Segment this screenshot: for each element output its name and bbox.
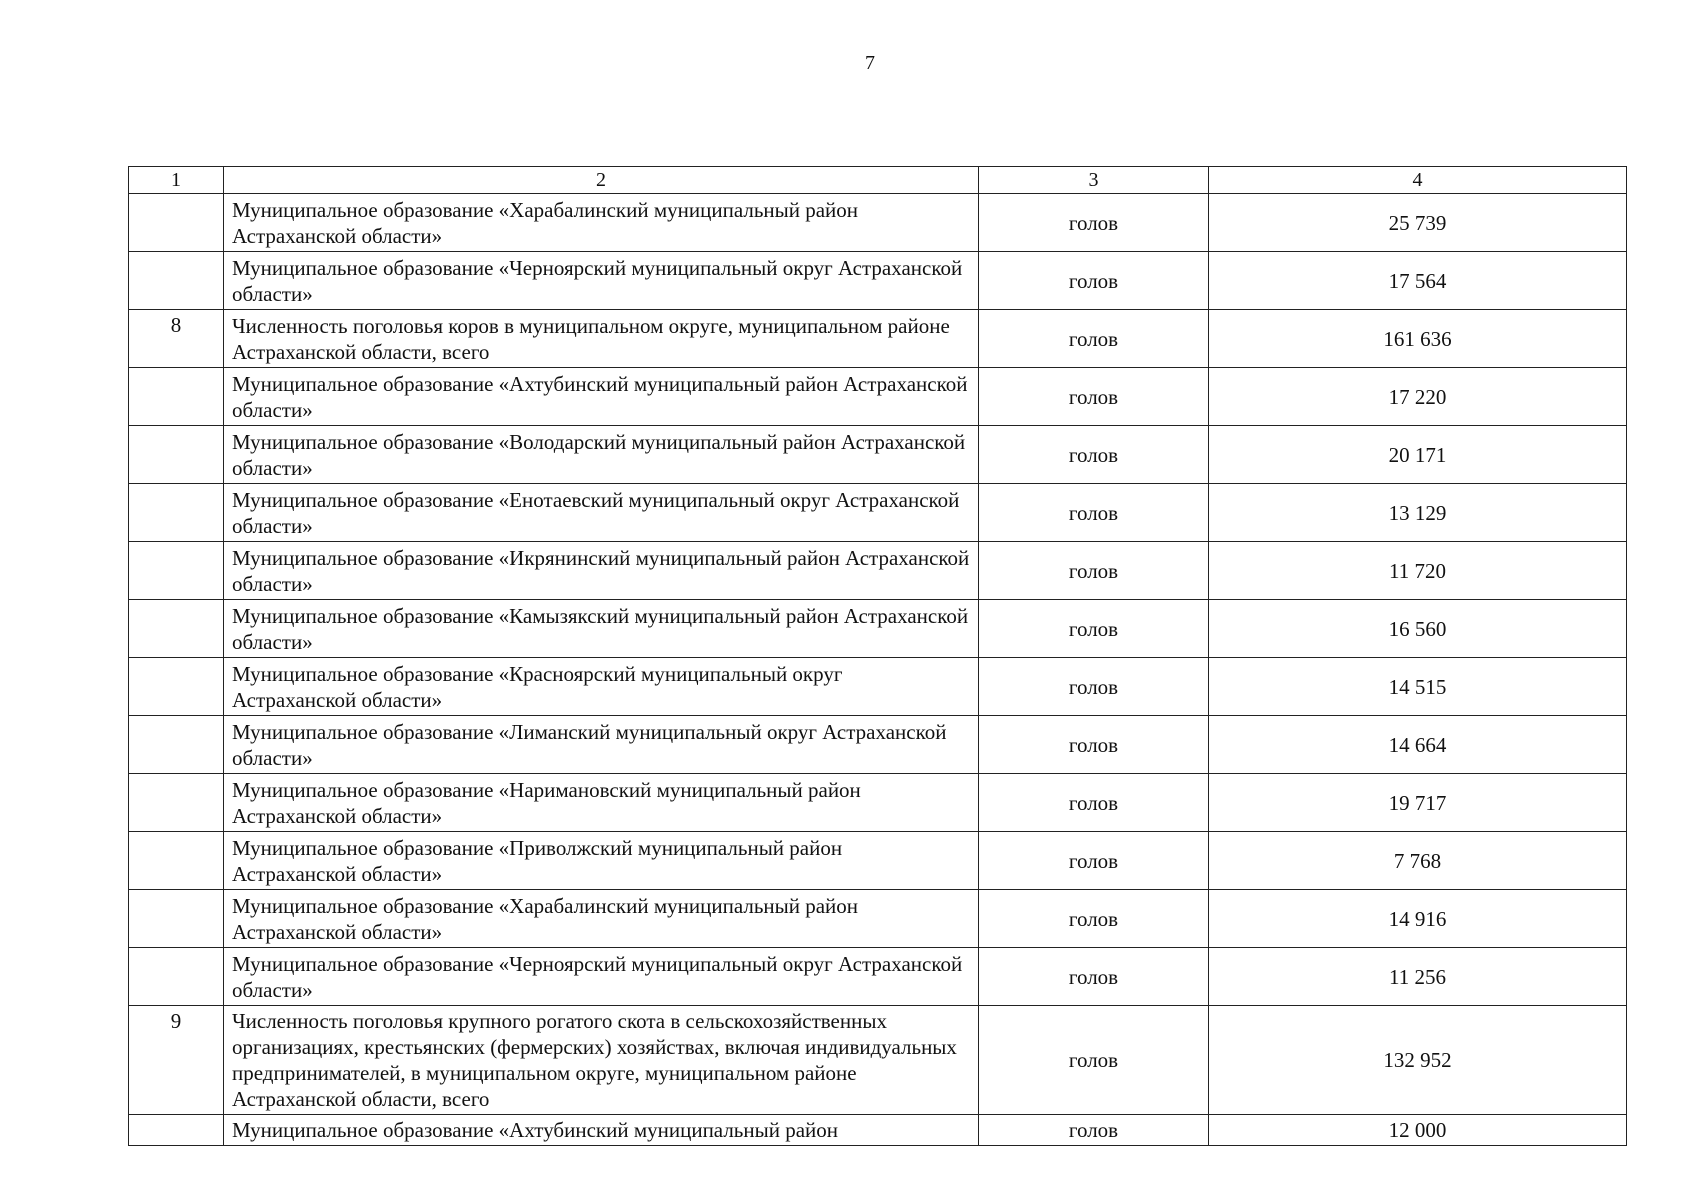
row-value: 161 636 [1209, 310, 1627, 368]
row-number [129, 1115, 224, 1146]
table-row [129, 484, 1627, 542]
row-number: 8 [129, 310, 224, 368]
table-row [129, 1006, 1627, 1115]
row-number [129, 600, 224, 658]
table-row [129, 774, 1627, 832]
column-header: 2 [224, 167, 979, 194]
row-value: 17 564 [1209, 252, 1627, 310]
table-row [129, 310, 1627, 368]
row-number [129, 368, 224, 426]
row-name: Муниципальное образование «Красноярский муниципальный округ Астраханской области» [224, 658, 979, 716]
row-unit: голов [979, 1006, 1209, 1115]
table-row [129, 252, 1627, 310]
table-row [129, 542, 1627, 600]
table-row [129, 426, 1627, 484]
table-row [129, 890, 1627, 948]
row-name: Муниципальное образование «Камызякский муниципальный район Астраханской области» [224, 600, 979, 658]
row-unit: голов [979, 426, 1209, 484]
table-row [129, 948, 1627, 1006]
table-row [129, 716, 1627, 774]
row-name: Муниципальное образование «Володарский муниципальный район Астраханской области» [224, 426, 979, 484]
row-unit: голов [979, 600, 1209, 658]
row-name: Муниципальное образование «Харабалинский муниципальный район Астраханской области» [224, 194, 979, 252]
row-number [129, 890, 224, 948]
row-name: Муниципальное образование «Черноярский муниципальный округ Астраханской области» [224, 948, 979, 1006]
row-unit: голов [979, 774, 1209, 832]
row-name: Численность поголовья крупного рогатого скота в сельскохозяйственных организациях, крестьянских (фермерских) хозяйствах, включая индивидуальных предпринимателей, в муниципальном округе, муниципальном районе Астраханской области, всего [224, 1006, 979, 1115]
table-row [129, 832, 1627, 890]
row-name: Муниципальное образование «Приволжский муниципальный район Астраханской области» [224, 832, 979, 890]
table-row [129, 658, 1627, 716]
row-number [129, 194, 224, 252]
row-value: 14 916 [1209, 890, 1627, 948]
row-value: 19 717 [1209, 774, 1627, 832]
row-value: 20 171 [1209, 426, 1627, 484]
row-value: 25 739 [1209, 194, 1627, 252]
column-header: 3 [979, 167, 1209, 194]
row-value: 17 220 [1209, 368, 1627, 426]
row-number: 9 [129, 1006, 224, 1115]
row-name: Муниципальное образование «Черноярский муниципальный округ Астраханской области» [224, 252, 979, 310]
row-name: Муниципальное образование «Харабалинский муниципальный район Астраханской области» [224, 890, 979, 948]
row-name: Муниципальное образование «Наримановский муниципальный район Астраханской области» [224, 774, 979, 832]
row-value: 12 000 [1209, 1115, 1627, 1146]
table-row [129, 1115, 1627, 1146]
column-header: 1 [129, 167, 224, 194]
row-unit: голов [979, 716, 1209, 774]
row-unit: голов [979, 948, 1209, 1006]
table-row [129, 600, 1627, 658]
row-value: 11 256 [1209, 948, 1627, 1006]
row-unit: голов [979, 1115, 1209, 1146]
row-value: 7 768 [1209, 832, 1627, 890]
row-number [129, 658, 224, 716]
row-value: 13 129 [1209, 484, 1627, 542]
row-number [129, 832, 224, 890]
row-unit: голов [979, 832, 1209, 890]
row-unit: голов [979, 194, 1209, 252]
column-header: 4 [1209, 167, 1627, 194]
row-name: Муниципальное образование «Ахтубинский муниципальный район Астраханской области» [224, 368, 979, 426]
row-value: 14 515 [1209, 658, 1627, 716]
row-number [129, 948, 224, 1006]
row-value: 14 664 [1209, 716, 1627, 774]
table-row [129, 194, 1627, 252]
row-number [129, 716, 224, 774]
row-unit: голов [979, 484, 1209, 542]
row-number [129, 252, 224, 310]
row-unit: голов [979, 368, 1209, 426]
row-unit: голов [979, 310, 1209, 368]
row-name: Муниципальное образование «Икрянинский муниципальный район Астраханской области» [224, 542, 979, 600]
row-number [129, 774, 224, 832]
row-number [129, 542, 224, 600]
table-row [129, 368, 1627, 426]
table-header-row [129, 167, 1627, 194]
row-number [129, 484, 224, 542]
row-unit: голов [979, 890, 1209, 948]
data-table [128, 166, 1627, 1146]
row-name: Муниципальное образование «Лиманский муниципальный округ Астраханской области» [224, 716, 979, 774]
row-value: 11 720 [1209, 542, 1627, 600]
row-unit: голов [979, 252, 1209, 310]
row-name: Муниципальное образование «Енотаевский муниципальный округ Астраханской области» [224, 484, 979, 542]
row-value: 16 560 [1209, 600, 1627, 658]
page-number: 7 [865, 52, 875, 74]
row-value: 132 952 [1209, 1006, 1627, 1115]
row-unit: голов [979, 542, 1209, 600]
row-name: Численность поголовья коров в муниципальном округе, муниципальном районе Астраханской области, всего [224, 310, 979, 368]
row-name: Муниципальное образование «Ахтубинский муниципальный район [224, 1115, 979, 1146]
row-number [129, 426, 224, 484]
row-unit: голов [979, 658, 1209, 716]
